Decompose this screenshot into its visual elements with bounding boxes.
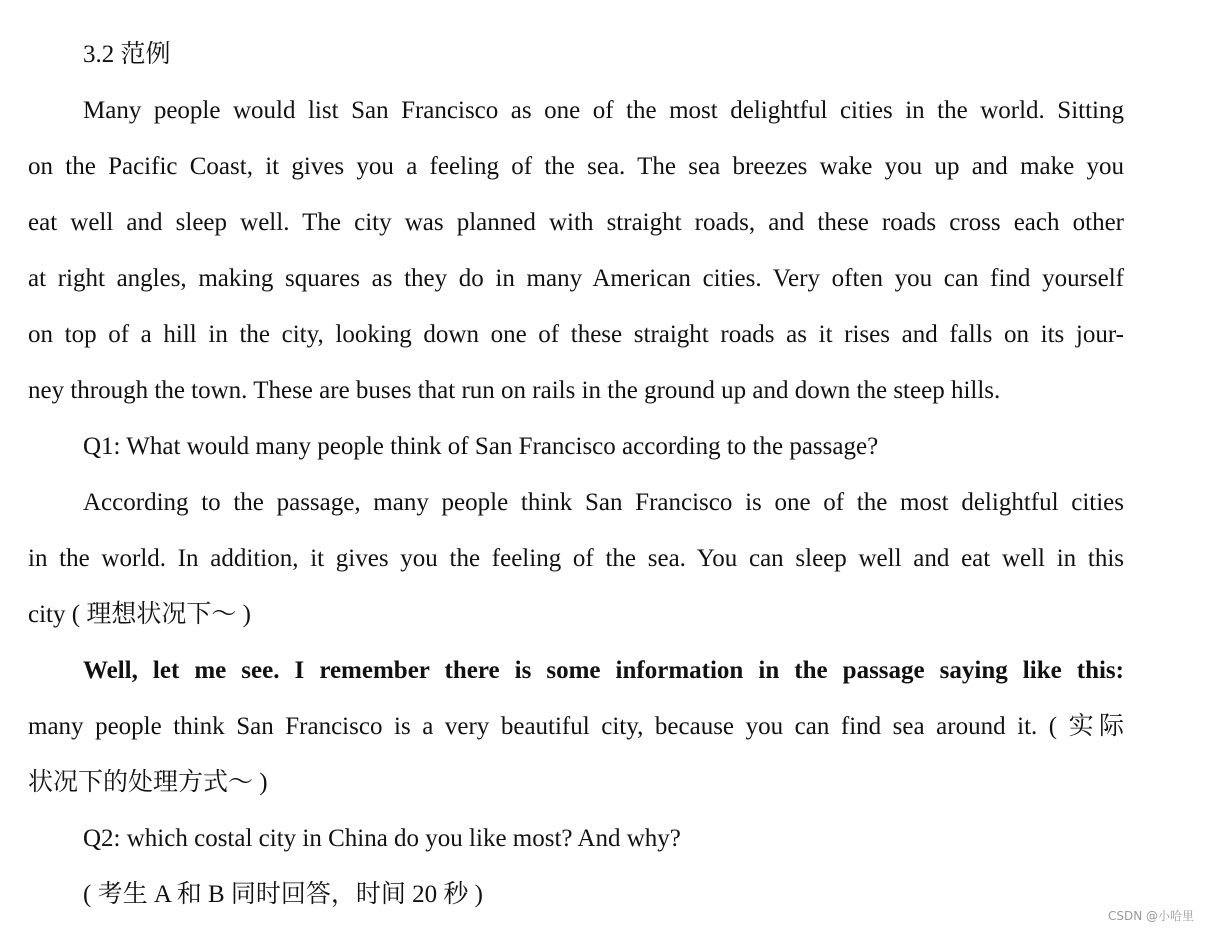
passage-line-4: at right angles, making squares as they do in many American cities. Very often you can find yourself bbox=[28, 265, 1124, 292]
q2-question: Q2: which costal city in China do you like most? And why? bbox=[83, 825, 681, 852]
q2-note: ( 考生 A 和 B 同时回答，时间 20 秒 ) bbox=[83, 881, 484, 908]
q1-ideal-answer-line-1: According to the passage, many people think San Francisco is one of the most delightful cities bbox=[83, 489, 1124, 516]
q1-practical-answer-bold: Well, let me see. I remember there is some information in the passage saying like this: bbox=[83, 657, 1124, 684]
passage-line-6: ney through the town. These are buses that run on rails in the ground up and down the steep hills. bbox=[28, 377, 1001, 404]
passage-line-5: on top of a hill in the city, looking down one of these straight roads as it rises and falls on its jour- bbox=[28, 321, 1124, 348]
q1-practical-answer-line-1: many people think San Francisco is a very beautiful city, because you can find sea around it. ( 实际 bbox=[28, 713, 1124, 740]
passage-line-3: eat well and sleep well. The city was planned with straight roads, and these roads cross each other bbox=[28, 209, 1124, 236]
q1-ideal-answer-line-2: in the world. In addition, it gives you the feeling of the sea. You can sleep well and eat well in this bbox=[28, 545, 1124, 572]
q1-question: Q1: What would many people think of San Francisco according to the passage? bbox=[83, 433, 879, 460]
document-page bbox=[28, 0, 1124, 934]
q1-ideal-answer-line-3: city ( 理想状况下～ ) bbox=[28, 601, 251, 628]
passage-line-1: Many people would list San Francisco as one of the most delightful cities in the world. Sitting bbox=[83, 97, 1124, 124]
section-heading: 3.2 范例 bbox=[83, 41, 171, 68]
passage-line-2: on the Pacific Coast, it gives you a feeling of the sea. The sea breezes wake you up and make you bbox=[28, 153, 1124, 180]
q1-practical-answer-line-2: 状况下的处理方式～ ) bbox=[28, 769, 268, 796]
csdn-watermark: CSDN @小哈里 bbox=[1107, 909, 1194, 923]
